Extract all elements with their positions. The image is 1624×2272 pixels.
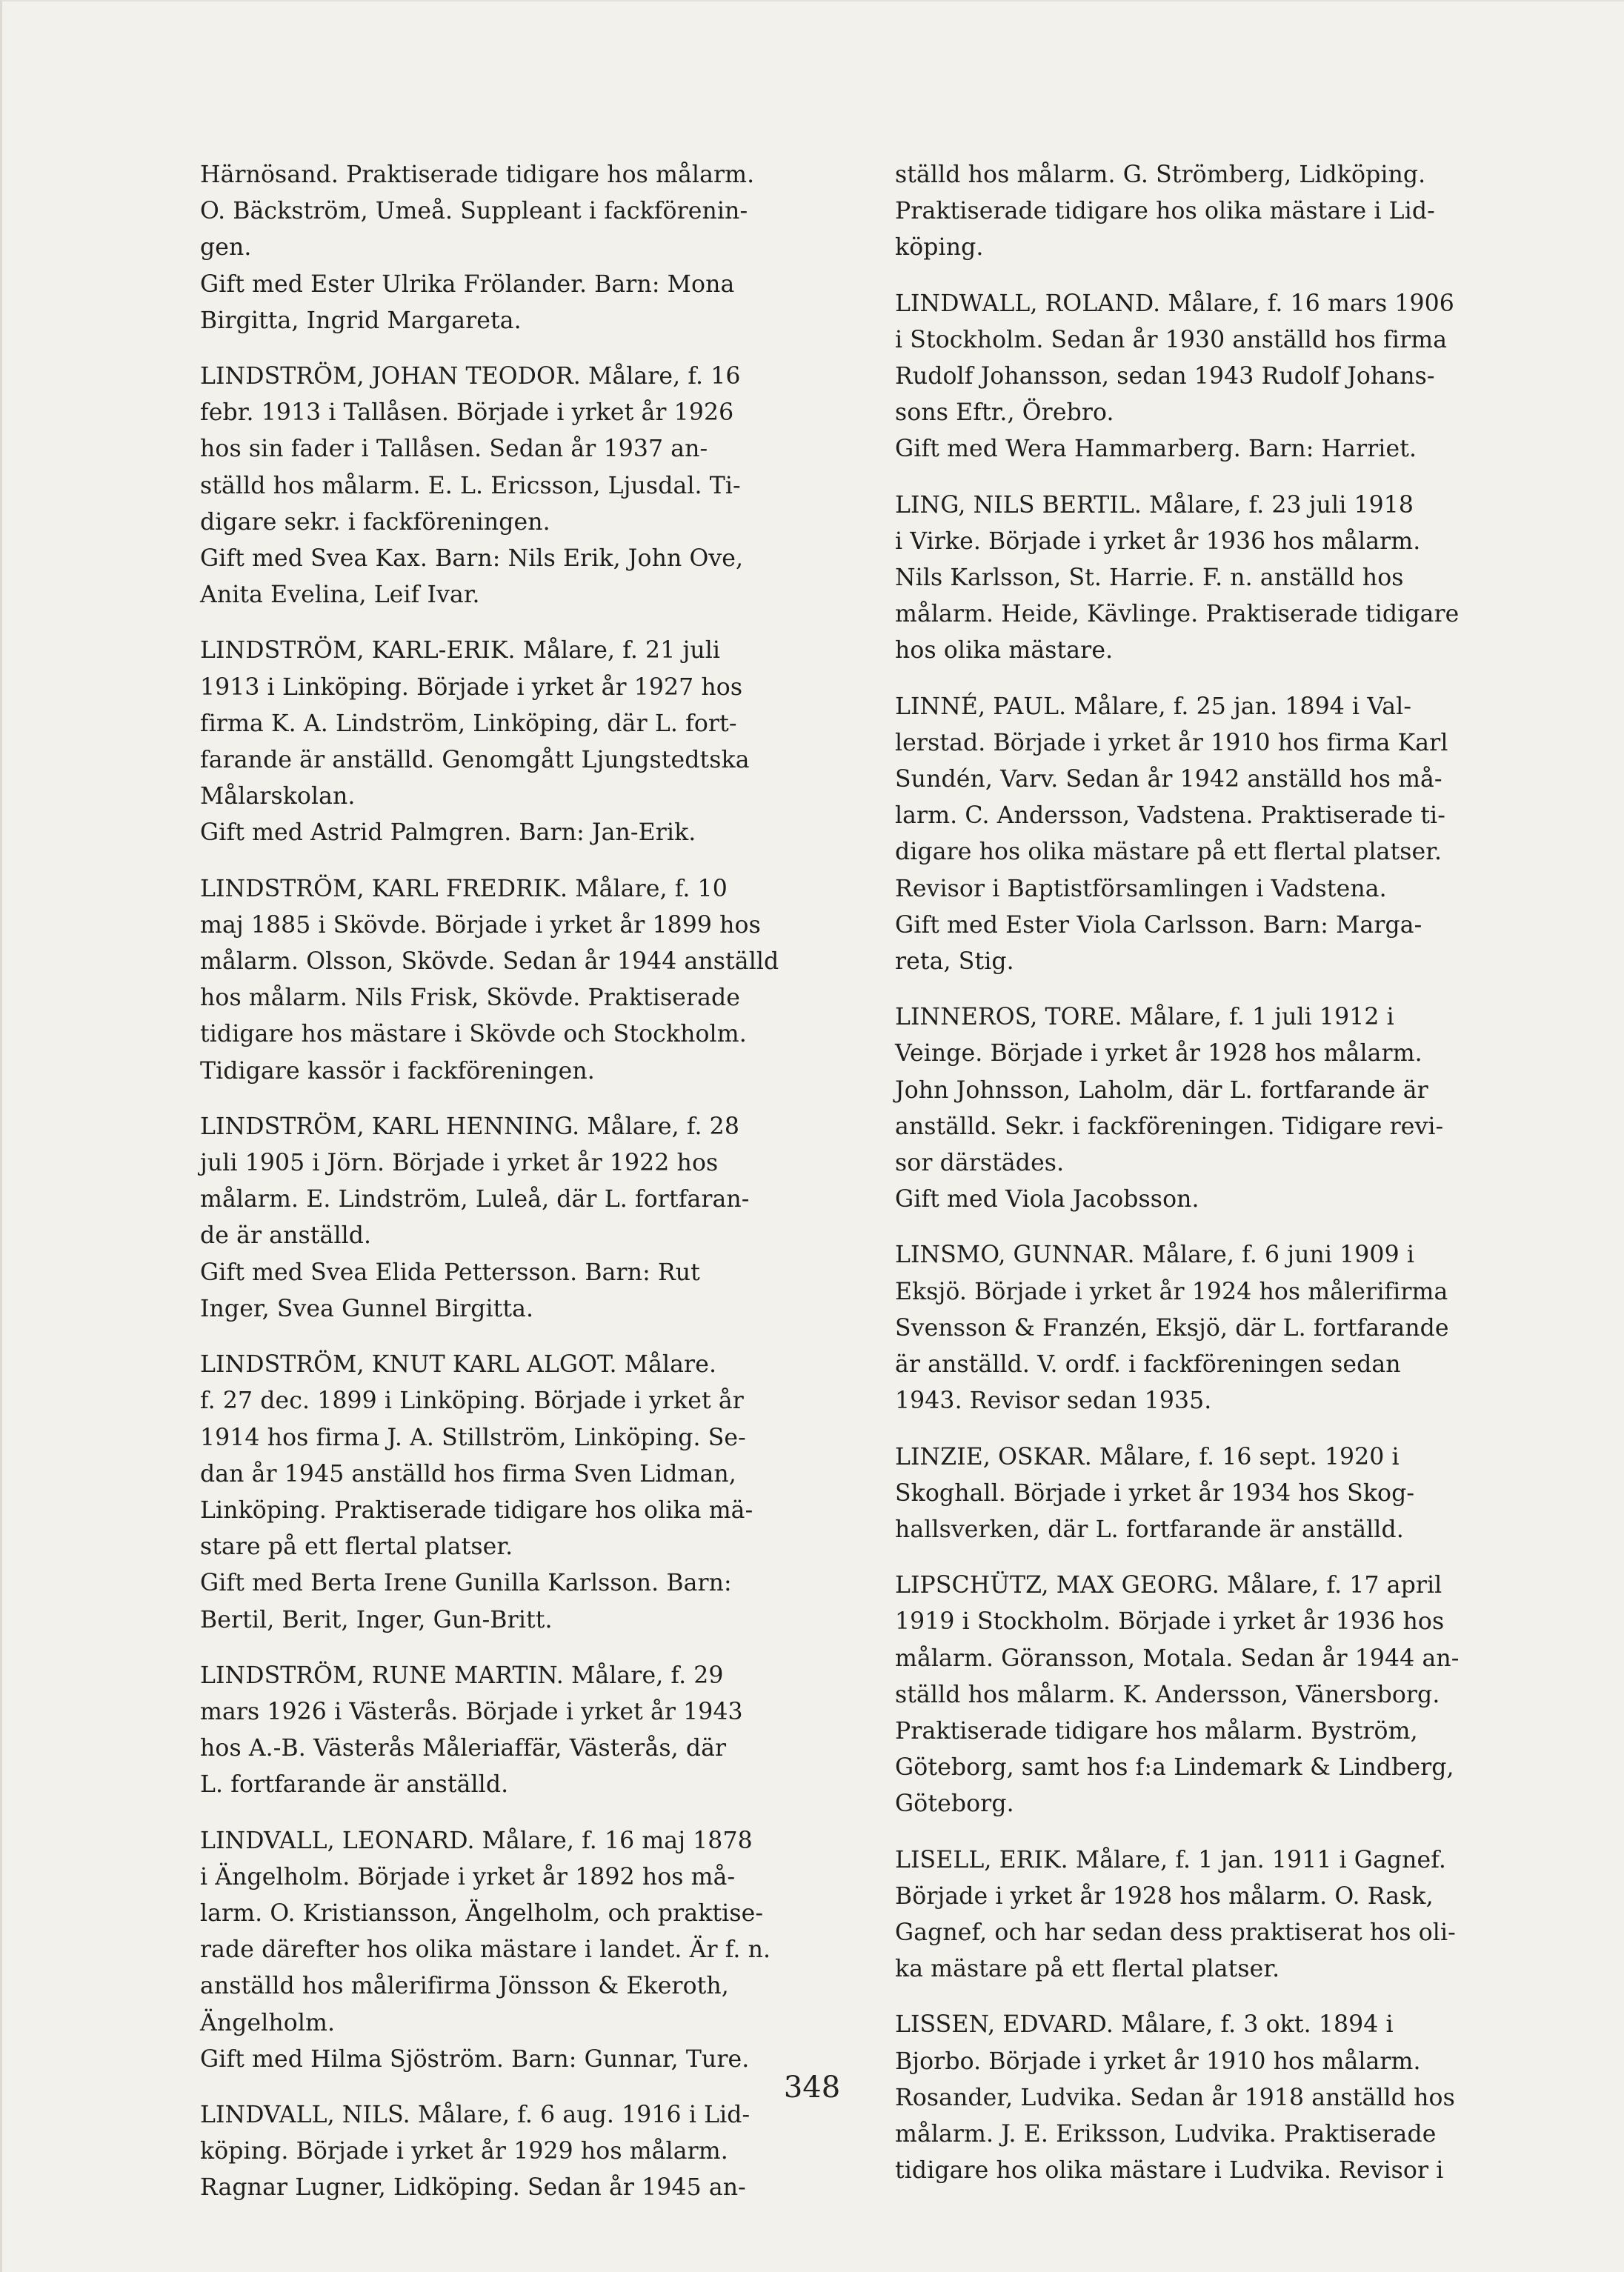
biography-entry xyxy=(200,633,837,851)
text-line: ställd hos målarm. G. Strömberg, Lidköping. xyxy=(895,161,1426,188)
text-line: hos sin fader i Tallåsen. Sedan år 1937 an- xyxy=(200,436,708,463)
text-line: LIPSCHÜTZ, MAX GEORG. Målare, f. 17 april xyxy=(895,1572,1442,1599)
text-line: Gift med Berta Irene Gunilla Karlsson. Barn: xyxy=(200,1570,732,1597)
text-line: målarm. Heide, Kävlinge. Praktiserade tidigare xyxy=(895,601,1460,628)
biography-entry xyxy=(200,157,837,339)
text-line: firma K. A. Lindström, Linköping, där L. fort- xyxy=(200,710,737,737)
text-line: ka mästare på ett flertal platser. xyxy=(895,1956,1280,1983)
text-line: är anställd. V. ordf. i fackföreningen sedan xyxy=(895,1351,1401,1379)
text-line: tidigare hos olika mästare i Ludvika. Revisor i xyxy=(895,2157,1444,2185)
text-line: hos A.-B. Västerås Måleriaffär, Västerås, där xyxy=(200,1735,727,1762)
text-line: farande är anställd. Genomgått Ljungstedtska xyxy=(200,747,750,774)
left-column xyxy=(200,157,837,2226)
biography-entry xyxy=(200,1347,837,1639)
text-line: O. Bäckström, Umeå. Suppleant i fackförenin- xyxy=(200,198,748,225)
biography-entry xyxy=(895,1568,1543,1822)
text-line: Gift med Svea Elida Pettersson. Barn: Rut xyxy=(200,1259,700,1286)
text-line: Bjorbo. Började i yrket år 1910 hos målarm. xyxy=(895,2048,1421,2075)
text-line: målarm. J. E. Eriksson, Ludvika. Praktiserade xyxy=(895,2120,1437,2148)
text-line: Praktiserade tidigare hos målarm. Byström, xyxy=(895,1717,1418,1745)
text-line: Linköping. Praktiserade tidigare hos olika mä- xyxy=(200,1496,753,1524)
text-line: larm. C. Andersson, Vadstena. Praktiserade ti- xyxy=(895,802,1445,830)
text-line: LING, NILS BERTIL. Målare, f. 23 juli 1918 xyxy=(895,491,1414,519)
text-line: 1919 i Stockholm. Började i yrket år 1936 hos xyxy=(895,1608,1445,1636)
text-line: Göteborg. xyxy=(895,1790,1014,1818)
text-line: Ragnar Lugner, Lidköping. Sedan år 1945 an- xyxy=(200,2174,746,2202)
biography-entry xyxy=(200,1109,837,1327)
text-line: LINNEROS, TORE. Målare, f. 1 juli 1912 i xyxy=(895,1004,1394,1031)
text-line: Härnösand. Praktiserade tidigare hos målarm. xyxy=(200,161,755,188)
text-line: sons Eftr., Örebro. xyxy=(895,399,1114,427)
text-line: hos olika mästare. xyxy=(895,637,1114,664)
text-line: tidigare hos mästare i Skövde och Stockholm. xyxy=(200,1021,747,1048)
text-line: rade därefter hos olika mästare i landet. Är f. n. xyxy=(200,1936,771,1964)
text-line: Göteborg, samt hos f:a Lindemark & Lindberg, xyxy=(895,1754,1454,1782)
biography-entry xyxy=(895,487,1543,670)
text-line: Gift med Hilma Sjöström. Barn: Gunnar, Ture. xyxy=(200,2045,750,2073)
text-line: LINDSTRÖM, RUNE MARTIN. Målare, f. 29 xyxy=(200,1662,724,1689)
text-line: Ängelholm. xyxy=(200,2009,336,2036)
text-line: anställd hos målerifirma Jönsson & Ekeroth, xyxy=(200,1973,729,2000)
text-line: Eksjö. Började i yrket år 1924 hos målerifirma xyxy=(895,1278,1448,1305)
biography-entry xyxy=(895,999,1543,1218)
right-column xyxy=(895,157,1543,2208)
text-line: Sundén, Varv. Sedan år 1942 anställd hos må- xyxy=(895,766,1442,793)
text-line: Birgitta, Ingrid Margareta. xyxy=(200,307,522,334)
text-line: ställd hos målarm. E. L. Ericsson, Ljusdal. Ti- xyxy=(200,472,741,499)
text-line: Målarskolan. xyxy=(200,783,356,810)
text-line: LISELL, ERIK. Målare, f. 1 jan. 1911 i Gagnef. xyxy=(895,1846,1447,1873)
biography-entry xyxy=(895,1842,1543,1988)
text-line: LINDSTRÖM, KNUT KARL ALGOT. Målare. xyxy=(200,1351,717,1379)
text-line: larm. O. Kristiansson, Ängelholm, och praktise- xyxy=(200,1899,764,1927)
text-line: 1914 hos firma J. A. Stillström, Linköping. Se- xyxy=(200,1424,746,1451)
text-line: i Virke. Började i yrket år 1936 hos målarm. xyxy=(895,527,1421,555)
text-line: sor därstädes. xyxy=(895,1150,1065,1177)
text-line: Gagnef, och har sedan dess praktiserat hos oli- xyxy=(895,1919,1456,1946)
text-line: 1913 i Linköping. Började i yrket år 1927 hos xyxy=(200,673,743,701)
text-line: Svensson & Franzén, Eksjö, där L. fortfarande xyxy=(895,1314,1449,1342)
text-line: LINSMO, GUNNAR. Målare, f. 6 juni 1909 i xyxy=(895,1242,1414,1269)
biography-entry xyxy=(200,1823,837,2078)
text-line: Revisor i Baptistförsamlingen i Vadstena. xyxy=(895,875,1387,902)
text-line: LINZIE, OSKAR. Målare, f. 16 sept. 1920 i xyxy=(895,1443,1400,1470)
text-line: målarm. E. Lindström, Luleå, där L. fortfaran- xyxy=(200,1186,750,1213)
text-line: de är anställd. xyxy=(200,1222,372,1250)
biography-entry xyxy=(895,1237,1543,1419)
biography-entry xyxy=(200,2097,837,2207)
text-line: Gift med Ester Ulrika Frölander. Barn: Mona xyxy=(200,270,735,298)
page-number: 348 xyxy=(783,2071,841,2105)
biography-entry xyxy=(200,359,837,613)
text-line: mars 1926 i Västerås. Började i yrket år 1943 xyxy=(200,1698,743,1725)
text-line: febr. 1913 i Tallåsen. Började i yrket år 1926 xyxy=(200,399,734,427)
text-line: LINDSTRÖM, JOHAN TEODOR. Målare, f. 16 xyxy=(200,363,741,390)
text-line: stare på ett flertal platser. xyxy=(200,1533,513,1561)
text-line: Gift med Astrid Palmgren. Barn: Jan-Erik. xyxy=(200,819,696,847)
text-line: hallsverken, där L. fortfarande är anställd. xyxy=(895,1516,1404,1543)
text-line: L. fortfarande är anställd. xyxy=(200,1771,509,1799)
text-line: Nils Karlsson, St. Harrie. F. n. anställd hos xyxy=(895,564,1404,592)
text-line: John Johnsson, Laholm, där L. fortfarande är xyxy=(895,1076,1428,1104)
text-line: LINDVALL, NILS. Målare, f. 6 aug. 1916 i Lid- xyxy=(200,2101,751,2128)
biography-entry xyxy=(200,1658,837,1804)
text-line: Gift med Ester Viola Carlsson. Barn: Marga- xyxy=(895,911,1422,939)
text-line: Gift med Viola Jacobsson. xyxy=(895,1186,1199,1213)
text-line: LISSEN, EDVARD. Målare, f. 3 okt. 1894 i xyxy=(895,2011,1394,2039)
text-line: Rosander, Ludvika. Sedan år 1918 anställd hos xyxy=(895,2084,1455,2111)
text-line: Gift med Svea Kax. Barn: Nils Erik, John Ove, xyxy=(200,545,744,573)
text-line: maj 1885 i Skövde. Började i yrket år 1899 hos xyxy=(200,911,761,939)
text-line: hos målarm. Nils Frisk, Skövde. Praktiserade xyxy=(200,985,741,1012)
text-line: dan år 1945 anställd hos firma Sven Lidman, xyxy=(200,1460,736,1488)
text-line: LINDSTRÖM, KARL-ERIK. Målare, f. 21 juli xyxy=(200,637,721,664)
biography-entry xyxy=(895,157,1543,267)
biography-entry xyxy=(895,689,1543,981)
text-line: köping. Började i yrket år 1929 hos målarm. xyxy=(200,2138,728,2165)
text-line: Gift med Wera Hammarberg. Barn: Harriet. xyxy=(895,436,1417,463)
text-line: LINDSTRÖM, KARL HENNING. Målare, f. 28 xyxy=(200,1113,739,1140)
text-line: köping. xyxy=(895,234,984,261)
text-line: LINDWALL, ROLAND. Målare, f. 16 mars 1906 xyxy=(895,290,1454,317)
text-line: målarm. Olsson, Skövde. Sedan år 1944 anställd xyxy=(200,948,779,976)
text-line: ställd hos målarm. K. Andersson, Vänersborg. xyxy=(895,1681,1440,1708)
text-line: digare hos olika mästare på ett flertal platser. xyxy=(895,839,1442,866)
text-line: Skoghall. Började i yrket år 1934 hos Skog- xyxy=(895,1479,1415,1507)
text-line: LINDVALL, LEONARD. Målare, f. 16 maj 1878 xyxy=(200,1827,753,1854)
text-line: Inger, Svea Gunnel Birgitta. xyxy=(200,1295,534,1322)
text-line: LINNÉ, PAUL. Målare, f. 25 jan. 1894 i Val- xyxy=(895,693,1412,720)
biography-entry xyxy=(200,871,837,1090)
text-line: gen. xyxy=(200,234,252,261)
text-line: anställd. Sekr. i fackföreningen. Tidigare revi- xyxy=(895,1113,1444,1140)
text-line: Rudolf Johansson, sedan 1943 Rudolf Johans- xyxy=(895,363,1435,390)
text-line: målarm. Göransson, Motala. Sedan år 1944 an- xyxy=(895,1645,1460,1672)
text-line: Började i yrket år 1928 hos målarm. O. Rask, xyxy=(895,1882,1434,1910)
text-line: Praktiserade tidigare hos olika mästare i Lid- xyxy=(895,198,1435,225)
biography-entry xyxy=(895,286,1543,468)
text-line: Bertil, Berit, Inger, Gun-Britt. xyxy=(200,1606,553,1633)
text-line: digare sekr. i fackföreningen. xyxy=(200,508,550,536)
text-line: f. 27 dec. 1899 i Linköping. Började i yrket år xyxy=(200,1387,744,1415)
text-line: 1943. Revisor sedan 1935. xyxy=(895,1387,1212,1415)
biography-entry xyxy=(895,1439,1543,1549)
text-line: Veinge. Började i yrket år 1928 hos målarm. xyxy=(895,1040,1422,1067)
text-line: reta, Stig. xyxy=(895,948,1014,976)
text-line: i Ängelholm. Började i yrket år 1892 hos må- xyxy=(200,1863,736,1890)
text-line: Anita Evelina, Leif Ivar. xyxy=(200,582,480,609)
text-line: Tidigare kassör i fackföreningen. xyxy=(200,1057,595,1085)
text-line: LINDSTRÖM, KARL FREDRIK. Målare, f. 10 xyxy=(200,875,728,902)
text-line: lerstad. Började i yrket år 1910 hos firma Karl xyxy=(895,729,1448,756)
text-line: juli 1905 i Jörn. Började i yrket år 1922 hos xyxy=(200,1150,719,1177)
text-line: i Stockholm. Sedan år 1930 anställd hos firma xyxy=(895,326,1448,353)
